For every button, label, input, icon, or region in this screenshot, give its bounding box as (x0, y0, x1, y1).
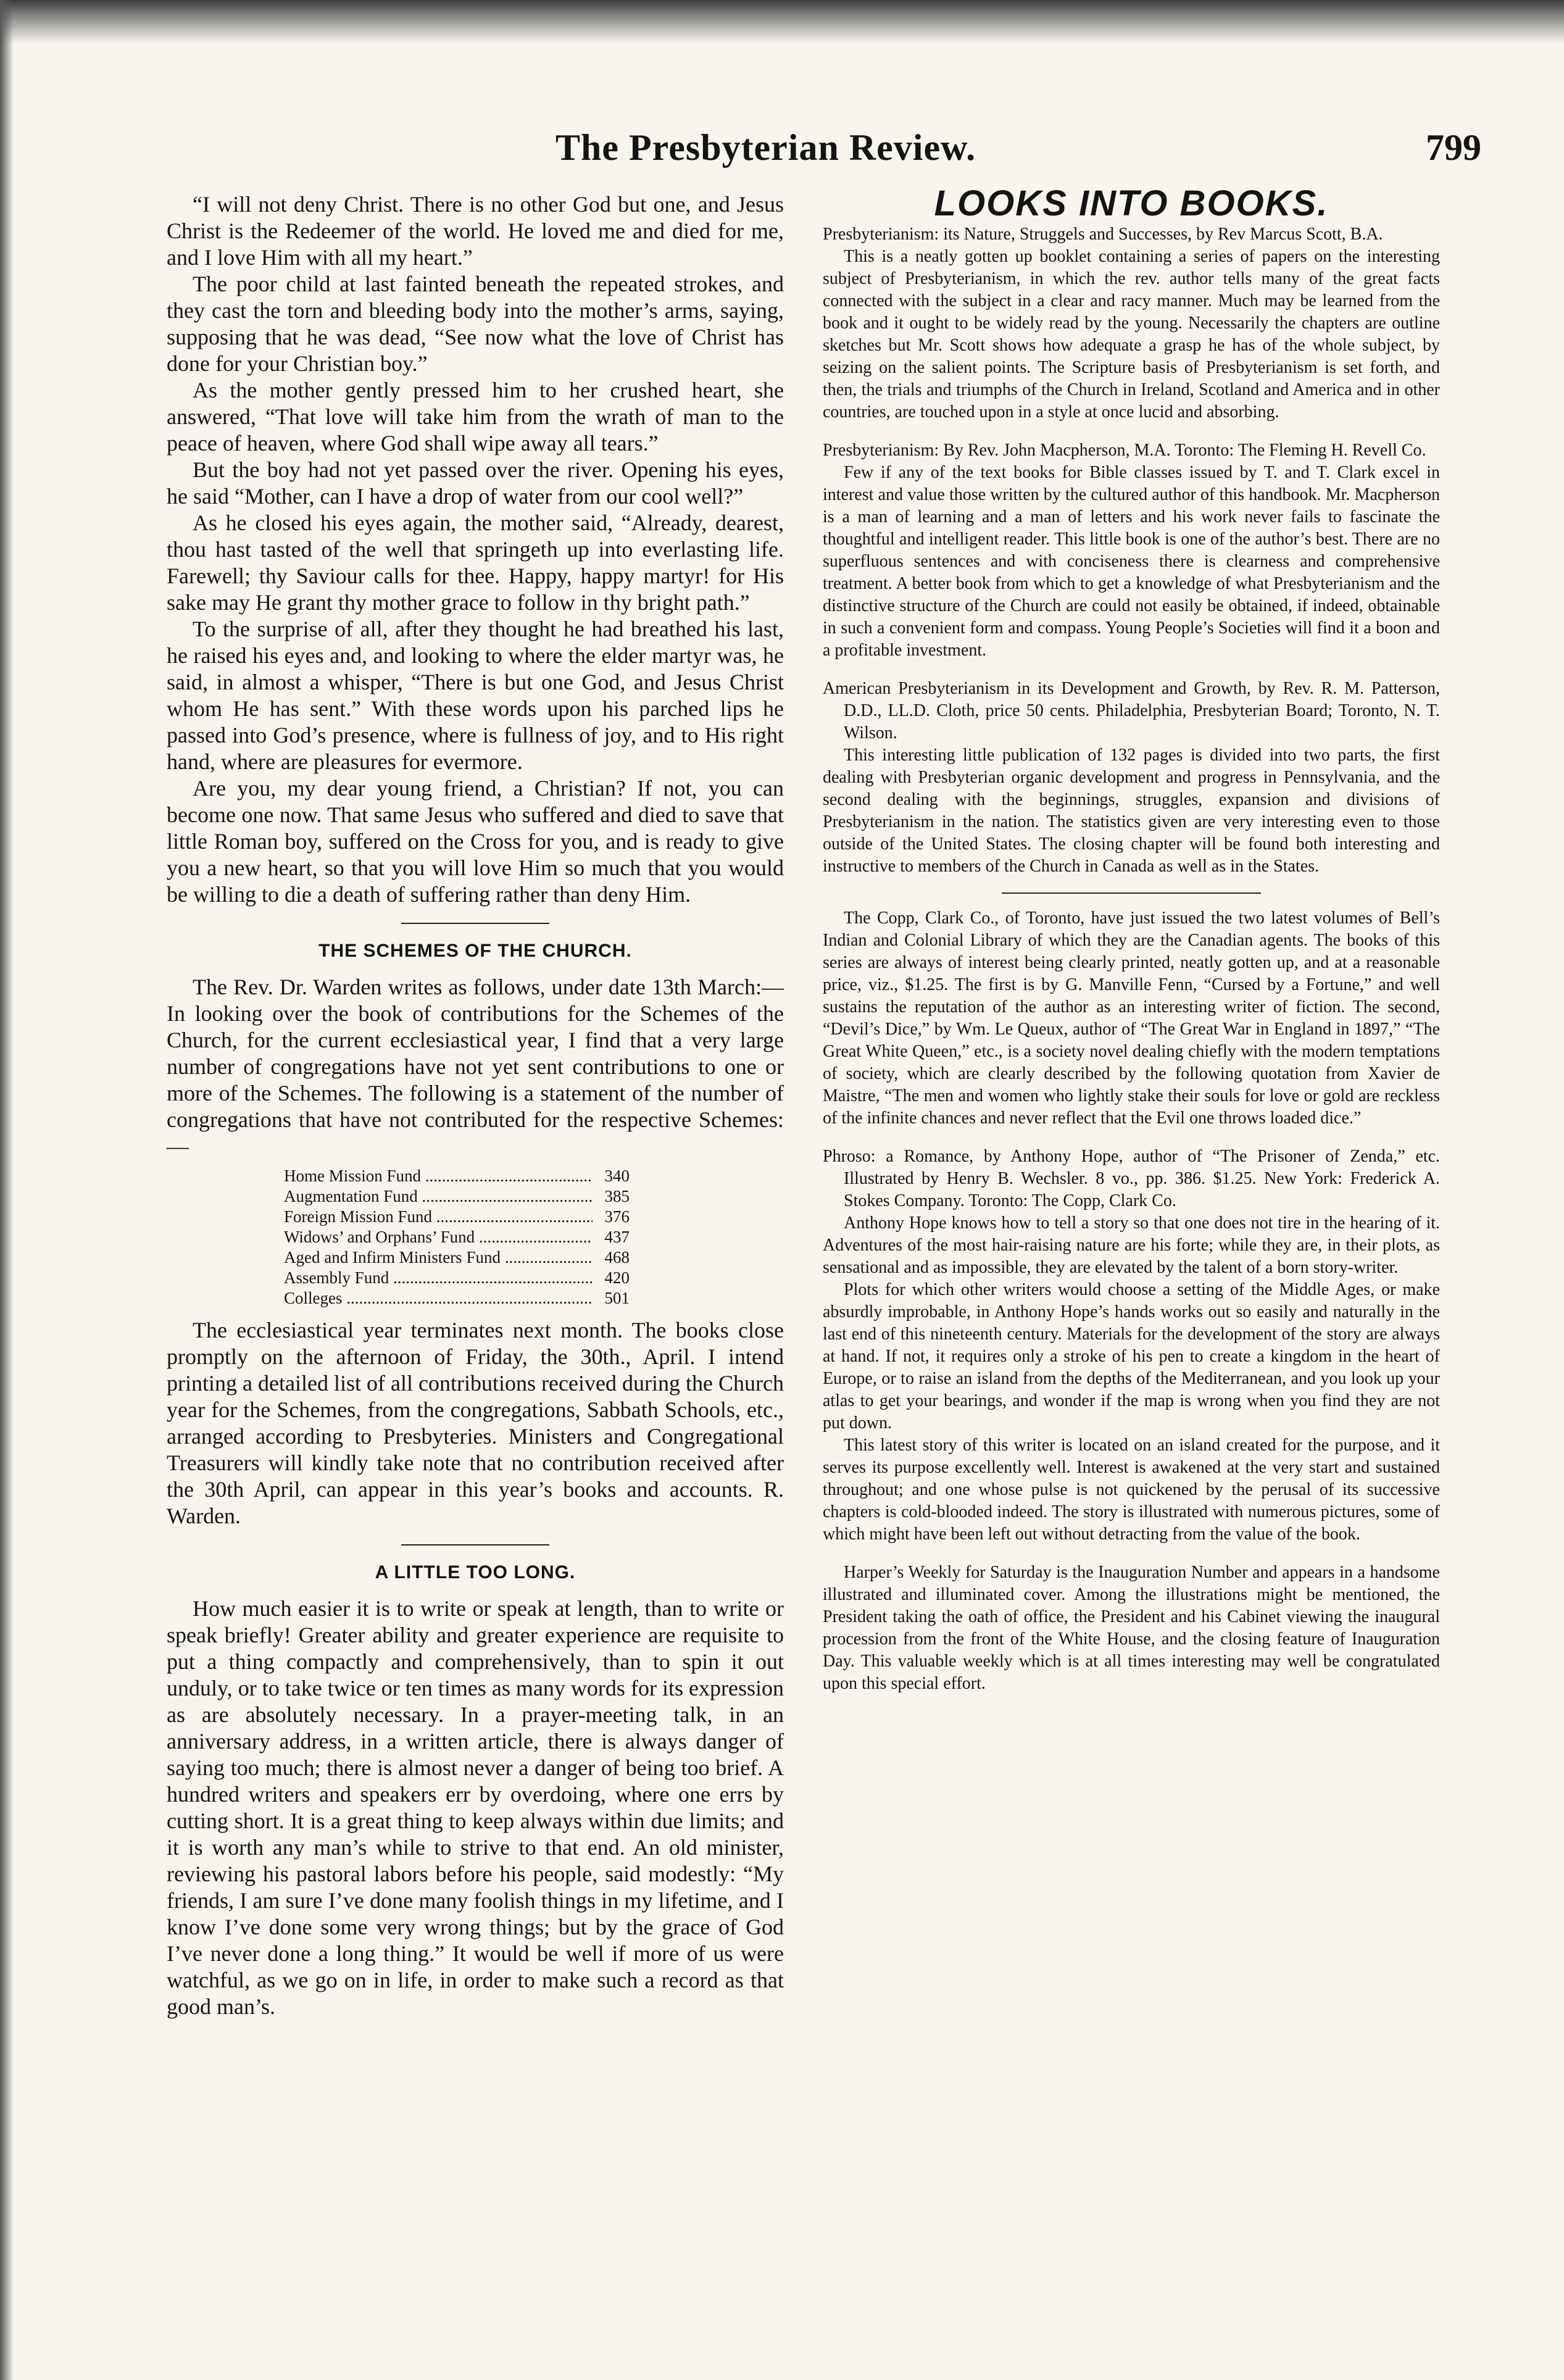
page-header (123, 127, 1481, 182)
schemes-intro: The Rev. Dr. Warden writes as follows, under date 13th March:—In looking over the book of contributions for the Schemes of the Church, for the current ecclesiastical year, I find that a very large number of congregations have not yet sent contributions to one or more of the Schemes. The following is a statement of the number of congregations that have not contributed for the respective Schemes:— (167, 975, 784, 1159)
story-paragraph: But the boy had not yet passed over the river. Opening his eyes, he said “Mother, can I have a drop of water from our cool well?” (167, 457, 784, 509)
story-paragraph: As he closed his eyes again, the mother said, “Already, dearest, thou hast tasted of the well that springeth up into everlasting life. Farewell; thy Saviour calls for thee. Happy, happy martyr! for His sake may He grant thy mother grace to follow in thy bright path.” (167, 510, 784, 615)
fund-row (284, 1186, 630, 1207)
review-citation: Presbyterianism: By Rev. John Macpherson, M.A. Toronto: The Fleming H. Revell Co. (823, 441, 1426, 460)
story-paragraph: “I will not deny Christ. There is no other God but one, and Jesus Christ is the Redeemer of the world. He loved me and died for me, and I love Him with all my heart.” (167, 192, 784, 270)
fund-name: Assembly Fund ..... (284, 1268, 593, 1288)
story-paragraph: Are you, my dear young friend, a Christian? If not, you can become one now. That same Jesus who suffered and died to save that little Roman boy, suffered on the Cross for you, and is ready to give you a new heart, so that you will love Him so much that you would be willing to die a death of suffering rather than deny Him. (167, 776, 784, 907)
review-body: Anthony Hope knows how to tell a story so that one does not tire in the hearing of it. Adventures of the most hair-raising nature are his forte; while they are, in their plots, as sensational and as impossible, they are elevated by the talent of a born story-writer. (823, 1213, 1440, 1277)
too-long-heading: A LITTLE TOO LONG. (375, 1562, 576, 1583)
page-number: 799 (1426, 127, 1481, 168)
spacer (823, 1546, 1440, 1562)
fund-amount: 420 (604, 1268, 630, 1287)
fund-amount: 437 (604, 1228, 630, 1246)
books-section-title: LOOKS INTO BOOKS. (934, 183, 1329, 223)
review-body: This is a neatly gotten up booklet containing a series of papers on the interesting subject of Presbyterianism, in which the rev. author tells many of the great facts connected with the subject in a clear and racy manner. Much may be learned from the book and it ought to be widely read by the young. Necessarily the chapters are outline sketches but Mr. Scott shows how adequate a grasp he has of the whole subject, by seizing on the salient points. The Scripture basis of Presbyterianism is set forth, and then, the trials and triumphs of the Church in Ireland, Scotland and America and in other countries, are touched upon in a style at once lucid and absorbing. (823, 247, 1440, 422)
scan-left-edge (0, 0, 14, 2380)
section-divider (401, 923, 549, 924)
fund-name: Widows’ and Orphans’ Fund ..... (284, 1227, 593, 1247)
right-column (823, 183, 1440, 1695)
schemes-heading: THE SCHEMES OF THE CHURCH. (318, 941, 632, 961)
fund-row (284, 1227, 630, 1247)
fund-amount: 340 (604, 1167, 630, 1185)
fund-amount: 385 (604, 1187, 630, 1205)
spacer (823, 423, 1440, 439)
left-column (167, 191, 784, 2020)
fund-amount: 501 (604, 1289, 630, 1307)
fund-name: Aged and Infirm Ministers Fund ..... (284, 1247, 593, 1268)
story-paragraph: As the mother gently pressed him to her crushed heart, she answered, “That love will take him from the wrath of man to the peace of heaven, where God shall wipe away all tears.” (167, 378, 784, 456)
review-body: Plots for which other writers would choose a setting of the Middle Ages, or make absurdly improbable, in Anthony Hope’s hands works out so easily and naturally in the last end of this nineteenth century. Materials for the development of the story are always at hand. If not, it requires only a stroke of his pen to create a kingdom in the heart of Europe, or to raise an island from the depths of the Mediterranean, and you look up your atlas to get your bearings, and wonder if the map is wrong when you find they are not put down. (823, 1280, 1440, 1433)
fund-table (284, 1166, 784, 1309)
fund-row (284, 1268, 630, 1288)
schemes-closing: The ecclesiastical year terminates next month. The books close promptly on the afternoon of Friday, the 30th., April. I intend printing a detailed list of all contributions received during the Church year for the Schemes, from the congregations, Sabbath Schools, etc., arranged according to Presbyteries. Ministers and Congregational Treasurers will kindly take note that no contribution received after the 30th April, can appear in this year’s books and accounts. R. Warden. (167, 1318, 784, 1528)
fund-amount: 468 (604, 1248, 630, 1267)
review-body: This interesting little publication of 132 pages is divided into two parts, the first dealing with Presbyterian organic development and progress in Pennsylvania, and the second dealing with the beginnings, struggles, expansion and divisions of Presbyterianism in the nation. The statistics given are very interesting even to those outside of the United States. The closing chapter will be found both interesting and instructive to members of the Church in Canada as well as in the States. (823, 746, 1440, 876)
spacer (823, 662, 1440, 678)
review-citation: Phroso: a Romance, by Anthony Hope, author of “The Prisoner of Zenda,” etc. Illustrated by Henry B. Wechsler. 8 vo., pp. 386. $1.25. New York: Frederick A. Stokes Company. Toronto: The Copp, Clark Co. (823, 1147, 1440, 1210)
fund-row (284, 1166, 630, 1186)
review-body: This latest story of this writer is located on an island created for the purpose, and it serves its purpose excellently well. Interest is awakened at the very start and sustained throughout; and one whose pulse is not quickened by the perusal of its successive chapters is cold-blooded indeed. The story is illustrated with numerous pictures, some of which might have been left out without detracting from the value of the book. (823, 1436, 1440, 1544)
fund-row (284, 1247, 630, 1268)
too-long-body: How much easier it is to write or speak at length, than to write or speak briefly! Greater ability and greater experience are requisite to put a thing compactly and comprehensively, than to spin it out unduly, or to take twice or ten times as many words for its expression as are absolutely necessary. In a prayer-meeting talk, in an anniversary address, in a written article, there is always danger of saying too much; there is almost never a danger of being too brief. A hundred writers and speakers err by overdoing, where one errs by cutting short. It is a great thing to keep always within due limits; and it is worth any man’s while to strive to that end. An old minister, reviewing his pastoral labors before his people, said modestly: “My friends, I am sure I’ve done many foolish things in my lifetime, and I know I’ve done some very wrong things; but by the grace of God I’ve never done a long thing.” It would be well if more of us were watchful, as we go on in life, in order to make such a record as that good man’s. (167, 1596, 784, 2019)
fund-name: Foreign Mission Fund ..... (284, 1207, 593, 1227)
story-paragraph: The poor child at last fainted beneath the repeated strokes, and they cast the torn and bleeding body into the mother’s arms, saying, supposing that he was dead, “See now what the love of Christ has done for your Christian boy.” (167, 272, 784, 376)
section-divider (401, 1544, 549, 1546)
fund-row (284, 1288, 630, 1309)
running-title: The Presbyterian Review. (555, 127, 976, 168)
spacer (823, 1130, 1440, 1146)
fund-name: Home Mission Fund ..... (284, 1166, 593, 1186)
review-body: Few if any of the text books for Bible classes issued by T. and T. Clark excel in interest and value those written by the cultured author of this handbook. Mr. Macpherson is a man of learning and a man of letters and his work never fails to fascinate the thoughtful and intelligent reader. This little book is one of the author’s best. There are no superfluous sentences and with conciseness there is clearness and comprehensive treatment. A better book from which to get a knowledge of what Presbyterianism and the distinctive structure of the Church are could not easily be obtained, if indeed, obtainable in such a convenient form and compass. Young People’s Societies will find it a boon and a profitable investment. (823, 463, 1440, 660)
fund-amount: 376 (604, 1207, 630, 1226)
section-divider (1002, 892, 1261, 894)
scan-edge (0, 0, 1564, 43)
review-body: The Copp, Clark Co., of Toronto, have just issued the two latest volumes of Bell’s Indian and Colonial Library of which they are the Canadian agents. The books of this series are always of interest being clearly printed, neatly gotten up, and at a reasonable price, viz., $1.25. The first is by G. Manville Fenn, “Cursed by a Fortune,” and well sustains the reputation of the author as an interesting writer of fiction. The second, “Devil’s Dice,” by Wm. Le Queux, author of “The Great War in England in 1897,” “The Great White Queen,” etc., is a society novel dealing chiefly with the modern temptations of society, which are clearly described by the following quotation from Xavier de Maistre, “The men and women who lightly stake their souls for love or gold are reckless of the infinite chances and never reflect that the Evil one throws loaded dice.” (823, 909, 1440, 1128)
story-paragraph: To the surprise of all, after they thought he had breathed his last, he raised his eyes and, and looking to where the elder martyr was, he said, in almost a whisper, “There is but one God, and Jesus Christ whom He has sent.” With these words upon his parched lips he passed into God’s presence, where is fullness of joy, and to His right hand, where are pleasures for evermore. (167, 617, 784, 774)
review-citation: Presbyterianism: its Nature, Struggels and Successes, by Rev Marcus Scott, B.A. (823, 225, 1383, 244)
review-citation: American Presbyterianism in its Development and Growth, by Rev. R. M. Patterson, D.D., LL.D. Cloth, price 50 cents. Philadelphia, Presbyterian Board; Toronto, N. T. Wilson. (823, 679, 1440, 743)
review-body: Harper’s Weekly for Saturday is the Inauguration Number and appears in a handsome illustrated and illuminated cover. Among the illustrations might be mentioned, the President taking the oath of office, the President and his Cabinet viewing the inaugural procession from the front of the White House, and the closing feature of Inauguration Day. This valuable weekly which is at all times interesting may well be congratulated upon this special effort. (823, 1563, 1440, 1693)
fund-row (284, 1207, 630, 1227)
fund-name: Augmentation Fund ..... (284, 1186, 593, 1207)
fund-name: Colleges ..... (284, 1288, 593, 1309)
